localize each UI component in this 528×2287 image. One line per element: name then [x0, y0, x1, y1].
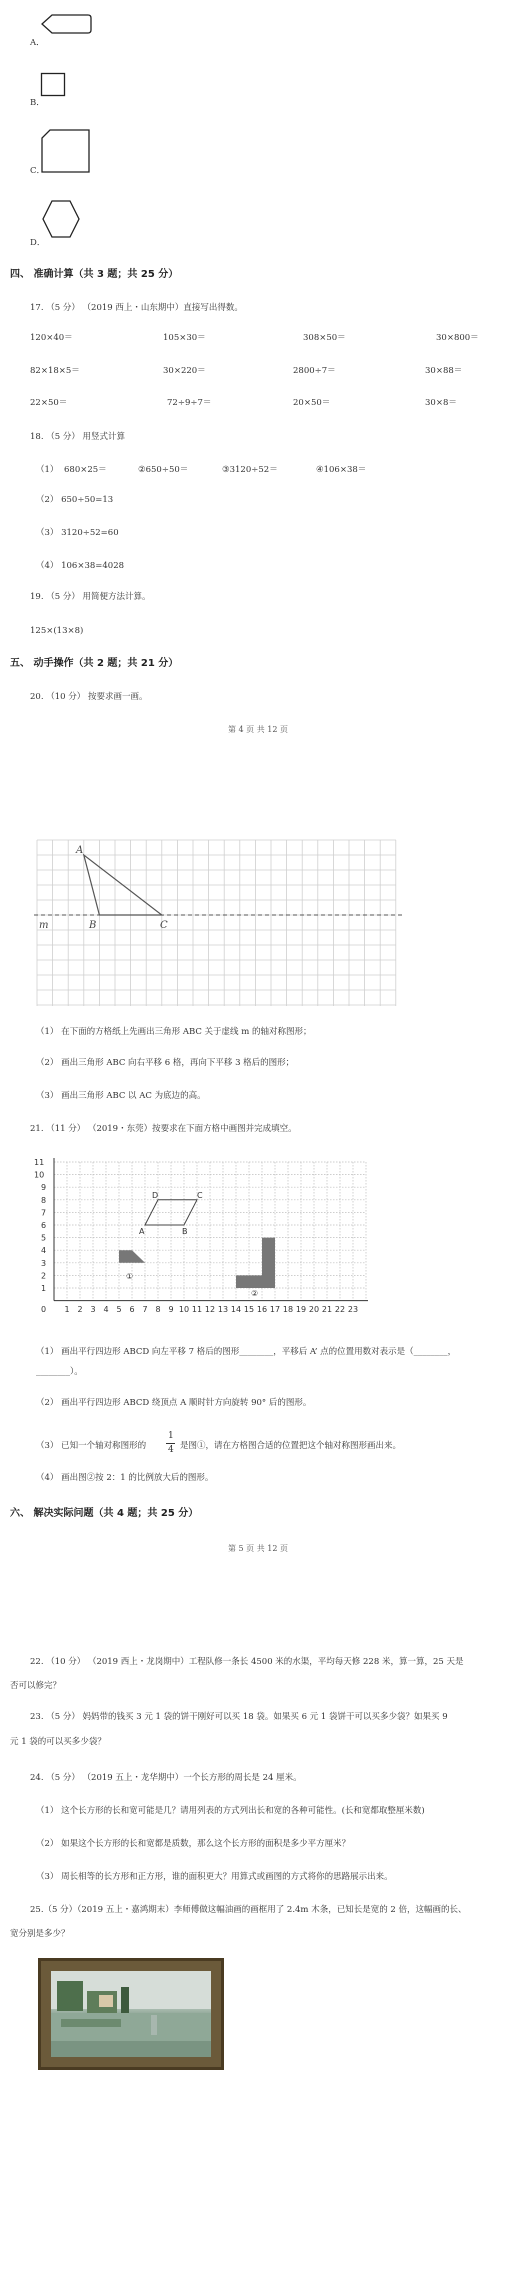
q21-x-tick: 16	[256, 1305, 268, 1314]
q24-part: （3） 周长相等的长方形和正方形，谁的面积更大？用算式或画图的方式将你的思路展示出来。	[36, 1872, 393, 1882]
q17-item: 22×50＝	[30, 398, 68, 408]
q18-part-number: （1）	[36, 465, 59, 475]
q17-item: 20×50＝	[293, 398, 331, 408]
q21-y-tick: 8	[41, 1195, 47, 1205]
option-b-shape	[40, 72, 66, 98]
q18-item: ③3120÷52＝	[222, 465, 278, 475]
q17-item: 82×18×5＝	[30, 366, 80, 376]
q21-x-tick: 12	[204, 1305, 216, 1314]
q20-label: 20. （10 分） 按要求画一画。	[30, 692, 148, 702]
q21-part: （2） 画出平行四边形 ABCD 绕顶点 A 顺时针方向旋转 90° 后的图形。	[36, 1398, 312, 1408]
q17-item: 30×800＝	[436, 333, 479, 343]
q24-label: 24. （5 分） （2019 五上・龙华期中）一个长方形的周长是 24 厘米。	[30, 1773, 302, 1783]
q18-item: 680×25＝	[64, 465, 107, 475]
q20-part: （3） 画出三角形 ABC 以 AC 为底边的高。	[36, 1091, 206, 1101]
q21-x-tick: 6	[129, 1305, 135, 1314]
fraction-bar	[166, 1443, 175, 1444]
q21-x-tick: 21	[321, 1305, 333, 1314]
q21-part: （1） 画出平行四边形 ABCD 向左平移 7 格后的图形________，平移后 A’ 点的位置用数对表示是（________，	[36, 1347, 457, 1357]
q24-part: （1） 这个长方形的长和宽可能是几？请用列表的方式列出长和宽的各种可能性。(长和宽都取整厘米数)	[36, 1806, 425, 1816]
q21-y-tick: 2	[41, 1271, 47, 1281]
section-4-title: 四、 准确计算（共 3 题；共 25 分）	[10, 269, 179, 280]
q24-part: （2） 如果这个长方形的长和宽都是质数，那么这个长方形的面积是多少平方厘米？	[36, 1839, 351, 1849]
q21-y-tick: 5	[41, 1233, 47, 1243]
q18-part: （3） 3120÷52=60	[36, 528, 119, 538]
q21-y-tick: 1	[41, 1284, 47, 1293]
q21-y-tick: 9	[41, 1183, 47, 1193]
q21-y-tick: 10	[34, 1170, 45, 1180]
q21-point-c: C	[197, 1191, 203, 1200]
q18-item: ④106×38＝	[316, 465, 367, 475]
painting-scene	[51, 1971, 211, 2057]
q17-item: 30×220＝	[163, 366, 206, 376]
q21-y-tick: 6	[41, 1221, 47, 1230]
page-footer: 第 5 页 共 12 页	[228, 1544, 288, 1553]
q17-item: 2800÷7＝	[293, 366, 336, 376]
q17-item: 30×88＝	[425, 366, 463, 376]
q21-x-tick: 11	[191, 1305, 203, 1314]
q21-x-tick: 14	[230, 1305, 242, 1314]
q21-point-a: A	[139, 1227, 145, 1236]
q20-part: （2） 画出三角形 ABC 向右平移 6 格，再向下平移 3 格后的图形；	[36, 1058, 295, 1068]
fraction-denominator: 4	[168, 1445, 174, 1455]
q20-label-b: B	[89, 920, 97, 931]
q25-line: 25.（5 分）（2019 五上・嘉鸿期末）李师傅做这幅油画的画框用了 2.4m 木条，已知长是宽的 2 倍，这幅画的长、	[30, 1905, 467, 1915]
q21-part-3-post: 是图①，请在方格图合适的位置把这个轴对称图形画出来。	[180, 1441, 402, 1451]
q21-label: 21. （11 分） （2019・东莞）按要求在下面方格中画图并完成填空。	[30, 1124, 297, 1134]
q22-line: 否可以修完？	[10, 1681, 62, 1691]
q21-part-3-pre: （3） 已知一个轴对称图形的	[36, 1441, 147, 1451]
q21-x-tick: 8	[155, 1305, 161, 1314]
q19-label: 19. （5 分） 用简便方法计算。	[30, 592, 151, 602]
section-5-title: 五、 动手操作（共 2 题；共 21 分）	[10, 658, 179, 669]
q18-part: （2） 650÷50=13	[36, 495, 114, 505]
q21-y-tick: 4	[41, 1246, 47, 1256]
q20-label-m: m	[39, 920, 49, 931]
q21-x-tick: 2	[77, 1305, 83, 1314]
q21-x-tick: 18	[282, 1305, 294, 1314]
q21-shape-2-label: ②	[251, 1289, 259, 1298]
q17-item: 72÷9÷7＝	[167, 398, 212, 408]
q17-label: 17. （5 分） （2019 西上・山东期中）直接写出得数。	[30, 303, 243, 313]
q21-x-tick: 23	[347, 1305, 359, 1314]
painting-canvas	[51, 1971, 211, 2057]
option-a-shape	[40, 12, 94, 36]
q21-x-tick: 13	[217, 1305, 229, 1314]
q21-point-d: D	[152, 1191, 159, 1200]
option-c-label[interactable]: C．	[30, 166, 46, 176]
q20-grid	[34, 840, 406, 1010]
q21-x-tick: 15	[243, 1305, 255, 1314]
q21-x-tick: 5	[116, 1305, 122, 1314]
q20-part: （1） 在下面的方格纸上先画出三角形 ABC 关于虚线 m 的轴对称图形；	[36, 1027, 312, 1037]
q18-label: 18. （5 分） 用竖式计算	[30, 432, 126, 442]
q21-part: （4） 画出图②按 2：1 的比例放大后的图形。	[36, 1473, 214, 1483]
q21-x-tick: 19	[295, 1305, 307, 1314]
q17-item: 30×8＝	[425, 398, 457, 408]
option-b-label[interactable]: B．	[30, 98, 45, 108]
q18-item: ②650÷50＝	[138, 465, 189, 475]
q21-x-tick: 10	[178, 1305, 190, 1314]
q21-x-tick: 17	[269, 1305, 281, 1314]
q21-y-tick: 7	[41, 1208, 47, 1218]
q17-item: 308×50＝	[303, 333, 346, 343]
q21-x-tick: 22	[334, 1305, 346, 1314]
q17-item: 120×40＝	[30, 333, 73, 343]
oil-painting-image	[38, 1958, 224, 2070]
q21-point-b: B	[182, 1227, 188, 1236]
option-a-label[interactable]: A．	[30, 38, 45, 48]
q20-label-c: C	[160, 920, 168, 931]
section-6-title: 六、 解决实际问题（共 4 题；共 25 分）	[10, 1508, 199, 1519]
q17-item: 105×30＝	[163, 333, 206, 343]
q19-expression: 125×(13×8)	[30, 626, 84, 636]
q23-line: 元 1 袋的可以买多少袋？	[10, 1737, 106, 1747]
page-footer: 第 4 页 共 12 页	[228, 725, 288, 734]
option-d-shape	[40, 198, 82, 240]
fraction-numerator: 1	[168, 1431, 174, 1441]
q21-x-tick: 20	[308, 1305, 320, 1314]
q21-shape-1-label: ①	[126, 1272, 134, 1281]
q23-line: 23. （5 分） 妈妈带的钱买 3 元 1 袋的饼干刚好可以买 18 袋。如果买 6 元 1 袋饼干可以买多少袋？如果买 9	[30, 1712, 448, 1722]
q21-x-tick: 7	[142, 1305, 148, 1314]
q18-part: （4） 106×38=4028	[36, 561, 125, 571]
q21-x-tick: 9	[168, 1305, 174, 1314]
q21-x-tick: 1	[64, 1305, 70, 1314]
option-d-label[interactable]: D．	[30, 238, 46, 248]
q21-y-tick: 3	[41, 1258, 47, 1268]
q20-label-a: A	[76, 845, 84, 856]
q25-line: 宽分别是多少？	[10, 1929, 70, 1939]
q21-x-tick: 3	[90, 1305, 96, 1314]
option-c-shape	[40, 128, 92, 174]
q21-y-tick: 0	[41, 1305, 47, 1314]
q21-x-tick: 4	[103, 1305, 109, 1314]
q21-part-cont: ________）。	[36, 1367, 83, 1377]
q21-grid	[32, 1152, 392, 1330]
q22-line: 22. （10 分） （2019 西上・龙岗期中）工程队修一条长 4500 米的水渠，平均每天修 228 米，算一算，25 天是	[30, 1657, 464, 1667]
q21-y-tick: 11	[34, 1158, 45, 1167]
